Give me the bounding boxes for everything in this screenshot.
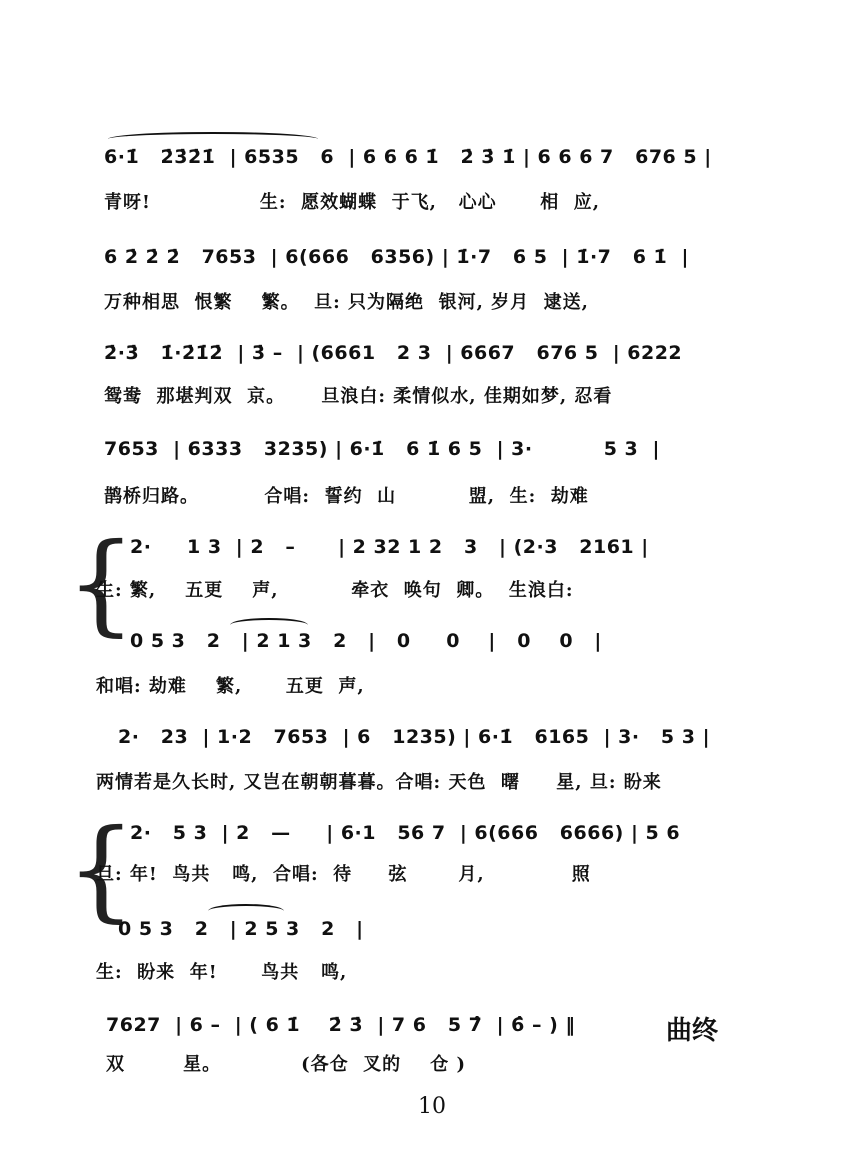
tie-arc <box>208 904 284 918</box>
notation-line: 0 5 3 2 | 2 5 3 2 | <box>118 918 364 940</box>
notation-line: 7627 | 6 – | ( 6 1̇ 2̇ 3̇ | 7 6 5 7̂ | 6̂ – ) ‖ <box>106 1014 576 1036</box>
ending-mark: 曲终 <box>666 1016 719 1046</box>
notation-line: 6·1̇ 2̇3̇2̇1̇ | 6535 6 | 6 6 6 1̇ 2̇ 3̇ 1̇ | 6 6 6 7 676 5 | <box>104 146 712 168</box>
system-brace: { <box>66 519 136 647</box>
lyrics-line: 鸳鸯 那堪判双 京。 旦浪白: 柔情似水, 佳期如梦, 忍看 <box>104 386 613 407</box>
notation-line: 2· 5 3 | 2 — | 6·1 56 7 | 6(666 6666) | 5 6 <box>130 822 681 844</box>
notation-line: 2· 1 3 | 2 – | 2 32 1 2 3 | (2·3 2161 | <box>130 536 649 558</box>
page-number: 10 <box>418 1094 446 1119</box>
lyrics-line: 万种相思 恨繁 繁。 旦: 只为隔绝 银河, 岁月 逮送, <box>104 292 589 313</box>
notation-line: 6 2̇ 2̇ 2̇ 7653 | 6(666 6356) | 1̇·7 6 5 | 1̇·7 6 1̇ | <box>104 246 689 268</box>
lyrics-line: 生: 盼来 年! 鸟共 鸣, <box>96 962 348 983</box>
lyrics-line: 旦: 年! 鸟共 鸣, 合唱: 待 弦 月, 照 <box>96 864 591 885</box>
lyrics-line: 两情若是久长时, 又岂在朝朝暮暮。合唱: 天色 曙 星, 旦: 盼来 <box>96 772 662 793</box>
lyrics-line: 青呀! 生: 愿效蝴蝶 于飞, 心心 相 应, <box>104 192 601 213</box>
lyrics-line: 鹊桥归路。 合唱: 誓约 山 盟, 生: 劫难 <box>104 486 589 507</box>
system-brace: { <box>66 805 136 933</box>
slur-arc <box>108 132 318 146</box>
lyrics-line: 和唱: 劫难 繁, 五更 声, <box>96 676 365 697</box>
notation-line: 0 5 3 2 | 2 1 3 2 | 0 0 | 0 0 | <box>130 630 602 652</box>
notation-line: 2̇·3̇ 1̇·2̇1̇2̇ | 3̇ – | (6661 2 3 | 6667 676 5 | 6222 <box>104 342 683 364</box>
lyrics-line: 双 星。 (各仓 叉的 仓 ) <box>106 1054 466 1075</box>
notation-line: 2· 23 | 1·2 7653 | 6 1235) | 6·1̇ 6165 | 3· 5 3 | <box>118 726 711 748</box>
notation-line: 7653 | 6333 3235) | 6·1̇ 6 1̇ 6 5 | 3· 5 3 | <box>104 438 660 460</box>
lyrics-line: 生: 繁, 五更 声, 牵衣 唤句 卿。 生浪白: <box>96 580 574 601</box>
